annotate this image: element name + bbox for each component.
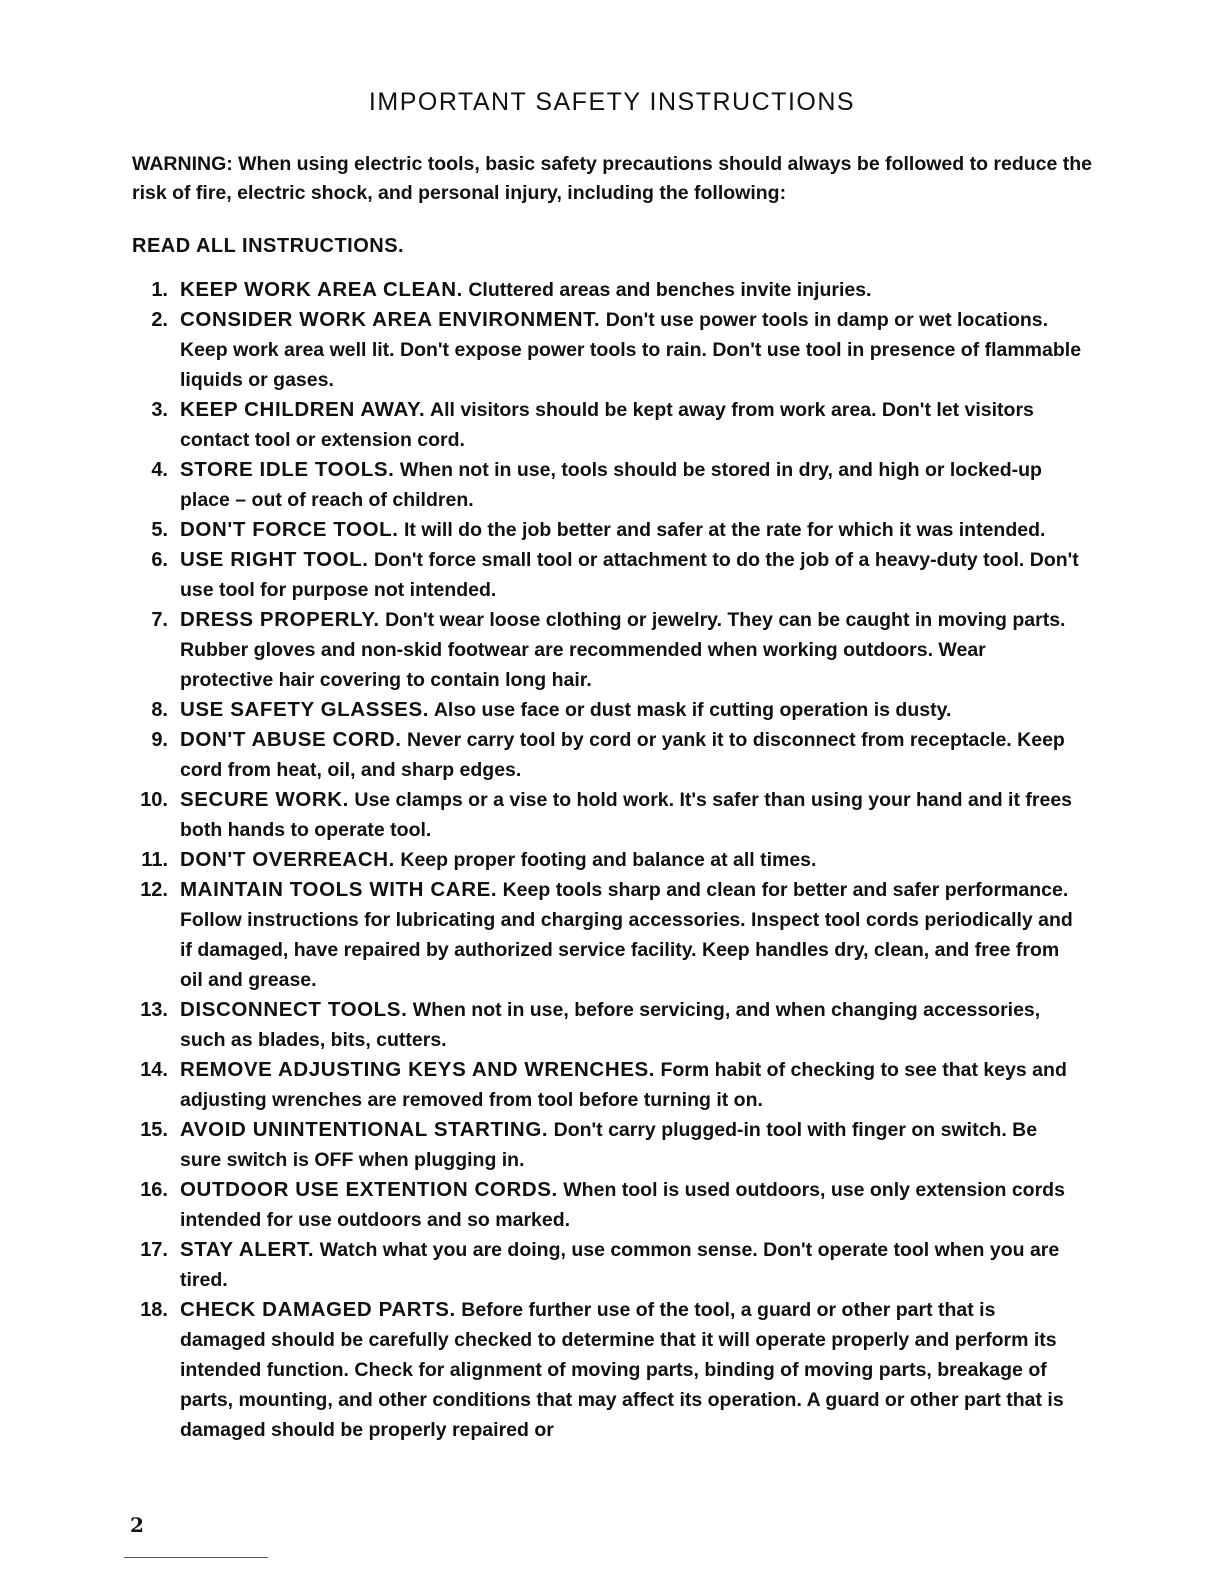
read-all-instructions: READ ALL INSTRUCTIONS. xyxy=(132,235,405,257)
item-text: Don't force small tool or attachment to do the job of a heavy-duty tool. Don't use tool for purpose not intended. xyxy=(180,549,1079,601)
item-heading: USE SAFETY GLASSES. xyxy=(180,698,430,721)
item-number: 11. xyxy=(141,849,168,871)
list-item xyxy=(132,785,1082,845)
item-heading: AVOID UNINTENTIONAL STARTING. xyxy=(180,1118,549,1141)
item-heading: CONSIDER WORK AREA ENVIRONMENT. xyxy=(180,308,601,331)
item-text: Never carry tool by cord or yank it to disconnect from receptacle. Keep cord from heat, oil, and sharp edges. xyxy=(180,729,1065,781)
list-item xyxy=(132,1175,1082,1235)
list-item xyxy=(132,995,1082,1055)
list-item xyxy=(132,275,1082,305)
item-heading: OUTDOOR USE EXTENTION CORDS. xyxy=(180,1178,558,1201)
list-item xyxy=(132,695,1082,725)
item-text: Keep proper footing and balance at all times. xyxy=(400,849,817,871)
item-number: 14. xyxy=(140,1059,168,1081)
list-item xyxy=(132,305,1082,395)
item-number: 17. xyxy=(140,1239,168,1261)
item-heading: STAY ALERT. xyxy=(180,1238,315,1261)
item-text: Keep tools sharp and clean for better and safer performance. Follow instructions for lubricating and charging accessories. Inspect tool cords periodically and if damaged, have repaired by authorized service facility. Keep handles dry, clean, and free from oil and grease. xyxy=(180,879,1073,991)
safety-instructions-list xyxy=(132,275,1082,1445)
list-item xyxy=(132,845,1082,875)
item-number: 9. xyxy=(151,729,168,751)
item-text: When tool is used outdoors, use only extension cords intended for use outdoors and so marked. xyxy=(180,1179,1065,1231)
item-heading: KEEP WORK AREA CLEAN. xyxy=(180,278,463,301)
item-text: Also use face or dust mask if cutting operation is dusty. xyxy=(433,699,952,721)
item-heading: SECURE WORK. xyxy=(180,788,349,811)
item-number: 10. xyxy=(140,789,168,811)
warning-paragraph: WARNING: When using electric tools, basic safety precautions should always be followed to reduce the risk of fire, electric shock, and personal injury, including the following: xyxy=(132,153,1093,204)
item-number: 1. xyxy=(151,279,168,301)
item-heading: DON'T OVERREACH. xyxy=(180,848,395,871)
item-text: Don't carry plugged-in tool with finger on switch. Be sure switch is OFF when plugging in. xyxy=(180,1119,1038,1171)
list-item xyxy=(132,1295,1082,1445)
item-number: 3. xyxy=(151,399,168,421)
item-heading: REMOVE ADJUSTING KEYS AND WRENCHES. xyxy=(180,1058,656,1081)
item-text: Use clamps or a vise to hold work. It's safer than using your hand and it frees both hands to operate tool. xyxy=(180,789,1073,841)
page-title: IMPORTANT SAFETY INSTRUCTIONS xyxy=(368,88,856,116)
item-text: Watch what you are doing, use common sense. Don't operate tool when you are tired. xyxy=(180,1239,1060,1291)
item-text: Before further use of the tool, a guard or other part that is damaged should be carefully checked to determine that it will operate properly and perform its intended function. Check for alignment of moving parts, binding of moving parts, breakage of parts, mounting, and other conditions that may affect its operation. A guard or other part that is damaged should be properly repaired or xyxy=(180,1299,1064,1441)
item-number: 16. xyxy=(140,1179,168,1201)
item-number: 13. xyxy=(140,999,168,1021)
item-number: 18. xyxy=(140,1299,168,1321)
item-number: 6. xyxy=(151,549,168,571)
item-text: All visitors should be kept away from work area. Don't let visitors contact tool or extension cord. xyxy=(180,399,1034,451)
item-number: 12. xyxy=(140,879,168,901)
item-text: When not in use, tools should be stored in dry, and high or locked-up place – out of reach of children. xyxy=(180,459,1042,511)
item-heading: MAINTAIN TOOLS WITH CARE. xyxy=(180,878,498,901)
list-item xyxy=(132,395,1082,455)
item-heading: DON'T ABUSE CORD. xyxy=(180,728,402,751)
list-item xyxy=(132,455,1082,515)
item-heading: KEEP CHILDREN AWAY. xyxy=(180,398,426,421)
item-heading: DON'T FORCE TOOL. xyxy=(180,518,399,541)
page-number: 2 xyxy=(130,1513,144,1537)
item-number: 8. xyxy=(151,699,168,721)
list-item xyxy=(132,875,1082,995)
list-item xyxy=(132,545,1082,605)
item-text: Form habit of checking to see that keys and adjusting wrenches are removed from tool before turning it on. xyxy=(180,1059,1067,1111)
list-item xyxy=(132,1115,1082,1175)
list-item xyxy=(132,1235,1082,1295)
item-number: 5. xyxy=(151,519,168,541)
list-item xyxy=(132,515,1082,545)
item-text: It will do the job better and safer at the rate for which it was intended. xyxy=(403,519,1046,541)
item-text: Don't use power tools in damp or wet locations. Keep work area well lit. Don't expose power tools to rain. Don't use tool in presence of flammable liquids or gases. xyxy=(180,309,1082,391)
item-heading: USE RIGHT TOOL. xyxy=(180,548,369,571)
list-item xyxy=(132,725,1082,785)
footer-divider xyxy=(124,1557,268,1558)
item-number: 15. xyxy=(140,1119,168,1141)
list-item xyxy=(132,605,1082,695)
item-text: Cluttered areas and benches invite injuries. xyxy=(468,279,872,301)
item-heading: DRESS PROPERLY. xyxy=(180,608,380,631)
item-heading: DISCONNECT TOOLS. xyxy=(180,998,408,1021)
item-number: 7. xyxy=(151,609,168,631)
item-heading: CHECK DAMAGED PARTS. xyxy=(180,1298,456,1321)
item-heading: STORE IDLE TOOLS. xyxy=(180,458,395,481)
item-text: When not in use, before servicing, and when changing accessories, such as blades, bits, cutters. xyxy=(180,999,1041,1051)
list-item xyxy=(132,1055,1082,1115)
item-text: Don't wear loose clothing or jewelry. They can be caught in moving parts. Rubber gloves and non-skid footwear are recommended when working outdoors. Wear protective hair covering to contain long hair. xyxy=(180,609,1066,691)
item-number: 4. xyxy=(151,459,168,481)
item-number: 2. xyxy=(151,309,168,331)
